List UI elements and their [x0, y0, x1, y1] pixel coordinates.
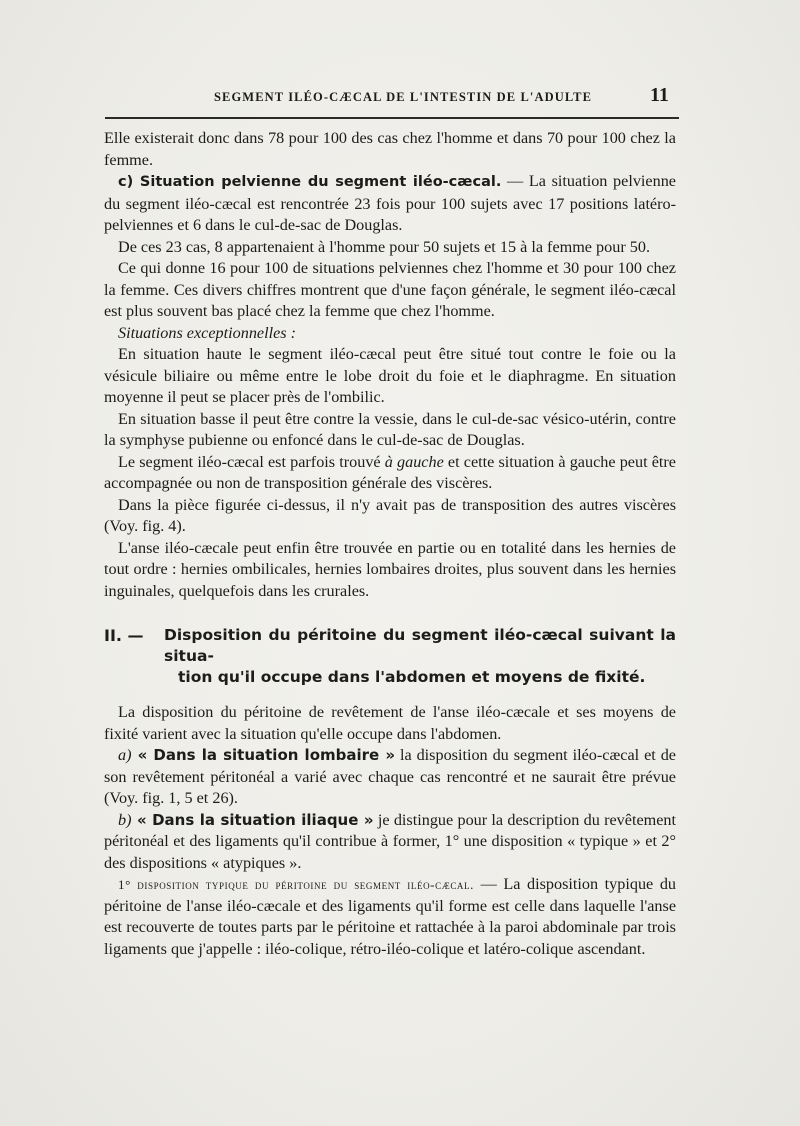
- paragraph-text: la disposition du segment iléo-cæcal et de son revêtement péritonéal a varié avec chaque cas rencontré et ne saurait être prévue (Voy. fig. 1, 5 et 26).: [104, 746, 676, 807]
- paragraph: [104, 171, 676, 237]
- section-title-line: Disposition du péritoine du segment iléo-cæcal suivant la situa-: [164, 626, 676, 665]
- header-rule: [105, 117, 679, 119]
- section-title-line: tion qu'il occupe dans l'abdomen et moyens de fixité.: [178, 668, 646, 686]
- paragraph: L'anse iléo-cæcale peut enfin être trouvée en partie ou en totalité dans les hernies de tout ordre : hernies ombilicales, hernies lombaires droites, plus souvent dans les hernies inguinales, quelquefois dans les crurales.: [104, 538, 676, 600]
- paragraph-text: — La situation pelvienne du segment iléo-cæcal est rencontrée 23 fois pour 100 sujets avec 17 positions latéro-pelviennes et 6 dans le cul-de-sac de Douglas.: [104, 172, 676, 234]
- paragraph: De ces 23 cas, 8 appartenaient à l'homme pour 50 sujets et 15 à la femme pour 50.: [118, 237, 650, 256]
- paragraph-text: — La disposition typique du péritoine de l'anse iléo-cæcale et des ligaments qu'il forme est celle dans laquelle l'anse est recouverte de toutes parts par le péritoine et rattachée à la paroi abdominale par trois ligaments que j'appelle : iléo-colique, rétro-iléo-colique et latéro-colique ascendant.: [104, 875, 677, 958]
- page-number: 11: [650, 84, 669, 106]
- emphasis: à gauche: [384, 452, 444, 471]
- section-heading: [104, 625, 676, 688]
- paragraph: Dans la pièce figurée ci-dessus, il n'y avait pas de transposition des autres viscères (Voy. fig. 4).: [104, 495, 676, 535]
- paragraph-text: je distingue pour la description du revêtement péritonéal et des ligaments qu'il contribue à former, 1° une disposition « typique » et 2° des dispositions « atypiques ».: [104, 810, 677, 872]
- paragraph: En situation basse il peut être contre la vessie, dans le cul-de-sac vésico-utérin, contre la symphyse pubienne ou enfoncé dans le cul-de-sac de Douglas.: [104, 409, 676, 449]
- subheading: Situations exceptionnelles :: [118, 323, 297, 342]
- paragraph-lead: c) Situation pelvienne du segment iléo-cæcal.: [118, 174, 502, 190]
- paragraph: [104, 810, 676, 875]
- paragraph: [104, 874, 676, 960]
- paragraph-lead: 1° disposition typique du péritoine du segment iléo-cæcal.: [118, 877, 474, 892]
- paragraph-text: et cette situation à gauche peut être accompagnée ou non de transposition générale des viscères.: [104, 452, 676, 492]
- paragraph: Elle existerait donc dans 78 pour 100 des cas chez l'homme et dans 70 pour 100 chez la femme.: [104, 129, 676, 169]
- item-label: b): [118, 810, 132, 829]
- paragraph-lead: « Dans la situation lombaire »: [131, 746, 396, 764]
- paragraph: La disposition du péritoine de revêtement de l'anse iléo-cæcale et ses moyens de fixité varient avec la situation qu'elle occupe dans l'abdomen.: [104, 703, 676, 743]
- paragraph-lead: « Dans la situation iliaque »: [131, 810, 374, 829]
- section-number: II. —: [104, 626, 144, 645]
- section-title: [164, 625, 676, 688]
- paragraph: En situation haute le segment iléo-cæcal peut être situé tout contre le foie ou la vésicule biliaire ou même entre le lobe droit du foie et le diaphragme. En situation moyenne il peut se placer près de l'ombilic.: [104, 345, 676, 406]
- paragraph: [104, 745, 676, 810]
- paragraph: [104, 452, 676, 495]
- paragraph: Ce qui donne 16 pour 100 de situations pelviennes chez l'homme et 30 pour 100 chez la femme. Ces divers chiffres montrent que d'une façon générale, le segment iléo-cæcal est plus souvent bas placé chez la femme que chez l'homme.: [104, 259, 676, 320]
- paragraph-text: Le segment iléo-cæcal est parfois trouvé: [118, 452, 385, 471]
- page-header: [0, 0, 800, 120]
- running-head: SEGMENT ILÉO-CÆCAL DE L'INTESTIN DE L'ADULTE: [214, 90, 593, 104]
- page-body: [104, 128, 676, 960]
- item-label: a): [118, 746, 132, 764]
